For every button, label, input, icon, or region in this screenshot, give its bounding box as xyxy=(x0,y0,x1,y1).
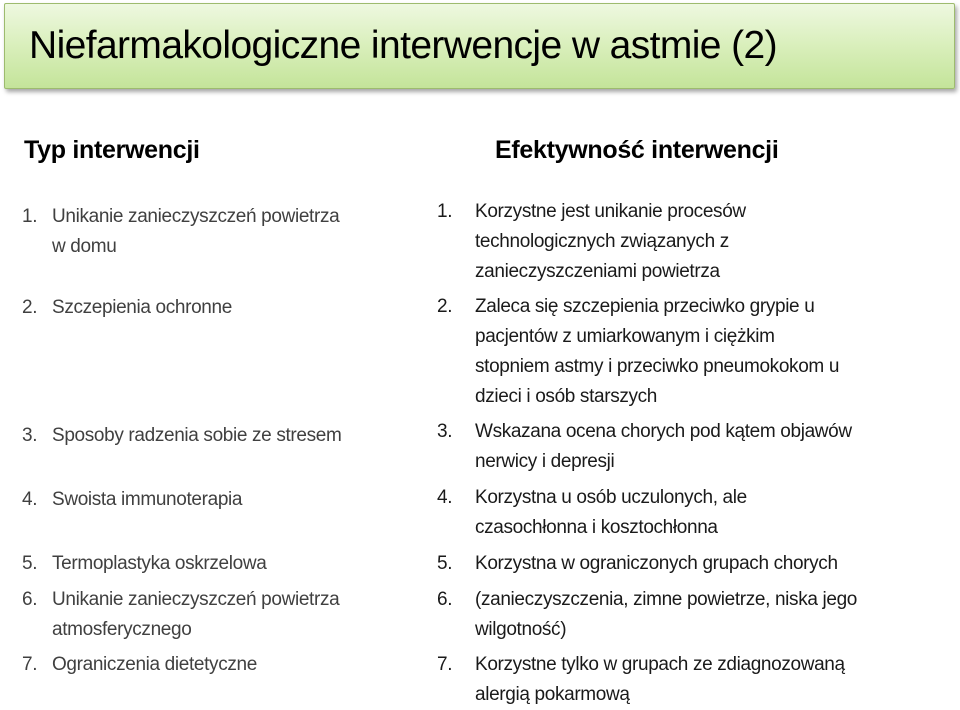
item-number: 1. xyxy=(22,206,38,227)
item-text xyxy=(52,650,257,680)
item-text xyxy=(52,421,341,451)
item-text xyxy=(475,417,852,477)
item-number: 7. xyxy=(437,654,453,675)
item-number: 7. xyxy=(22,654,38,675)
item-text xyxy=(475,549,838,579)
item-text-line: pacjentów z umiarkowanym i ciężkim xyxy=(475,326,775,347)
list-item xyxy=(22,421,341,451)
item-text-line: Korzystne tylko w grupach ze zdiagnozowaną xyxy=(475,654,845,675)
list-item xyxy=(437,585,857,645)
item-text xyxy=(52,202,339,262)
list-item xyxy=(22,485,242,515)
item-text-line: Szczepienia ochronne xyxy=(52,297,232,318)
item-text xyxy=(475,483,747,543)
list-item xyxy=(437,650,845,710)
item-text-line: Swoista immunoterapia xyxy=(52,489,243,510)
item-text-line: nerwicy i depresji xyxy=(475,451,615,472)
item-text-line: technologicznych związanych z xyxy=(475,231,729,252)
item-text-line: Ograniczenia dietetyczne xyxy=(52,654,257,675)
item-number: 4. xyxy=(437,487,453,508)
item-text xyxy=(52,293,232,323)
item-text-line: stopniem astmy i przeciwko pneumokokom u xyxy=(475,356,840,377)
item-number: 1. xyxy=(437,201,453,222)
item-text-line: Unikanie zanieczyszczeń powietrza xyxy=(52,206,340,227)
item-number: 3. xyxy=(437,421,453,442)
item-text-line: w domu xyxy=(52,236,117,257)
item-text-line: (zanieczyszczenia, zimne powietrze, niska jego xyxy=(475,589,858,610)
item-text-line: Zaleca się szczepienia przeciwko grypie u xyxy=(475,296,815,317)
item-text-line: atmosferycznego xyxy=(52,619,192,640)
item-number: 6. xyxy=(437,589,453,610)
slide-title: Niefarmakologiczne interwencje w astmie (2) xyxy=(29,24,777,67)
title-box xyxy=(4,3,955,89)
item-text xyxy=(475,197,746,287)
item-number: 5. xyxy=(22,553,38,574)
right-column-heading: Efektywność interwencji xyxy=(495,136,779,164)
item-number: 5. xyxy=(437,553,453,574)
item-text-line: Termoplastyka oskrzelowa xyxy=(52,553,267,574)
list-item xyxy=(22,293,232,323)
item-text-line: Unikanie zanieczyszczeń powietrza xyxy=(52,589,340,610)
list-item xyxy=(22,585,339,645)
item-number: 4. xyxy=(22,489,38,510)
list-item xyxy=(437,417,852,477)
item-text xyxy=(475,650,845,710)
list-item xyxy=(437,483,747,543)
item-text xyxy=(475,585,857,645)
list-item xyxy=(437,549,838,579)
item-text xyxy=(475,292,839,412)
list-item xyxy=(22,202,339,262)
item-text-line: Sposoby radzenia sobie ze stresem xyxy=(52,425,342,446)
item-number: 2. xyxy=(437,296,453,317)
item-text-line: Wskazana ocena chorych pod kątem objawów xyxy=(475,421,852,442)
item-number: 2. xyxy=(22,297,38,318)
item-text-line: zanieczyszczeniami powietrza xyxy=(475,261,720,282)
list-item xyxy=(437,197,746,287)
list-item xyxy=(22,650,257,680)
item-text-line: alergią pokarmową xyxy=(475,684,630,705)
item-number: 6. xyxy=(22,589,38,610)
list-item xyxy=(437,292,839,412)
item-text-line: dzieci i osób starszych xyxy=(475,386,658,407)
item-text xyxy=(52,549,266,579)
item-text-line: Korzystna w ograniczonych grupach chorych xyxy=(475,553,838,574)
item-text xyxy=(52,585,339,645)
list-item xyxy=(22,549,266,579)
item-text-line: czasochłonna i kosztochłonna xyxy=(475,517,718,538)
item-text-line: wilgotność) xyxy=(475,619,567,640)
item-text-line: Korzystna u osób uczulonych, ale xyxy=(475,487,747,508)
item-number: 3. xyxy=(22,425,38,446)
item-text-line: Korzystne jest unikanie procesów xyxy=(475,201,746,222)
left-column-heading: Typ interwencji xyxy=(24,136,200,164)
item-text xyxy=(52,485,242,515)
